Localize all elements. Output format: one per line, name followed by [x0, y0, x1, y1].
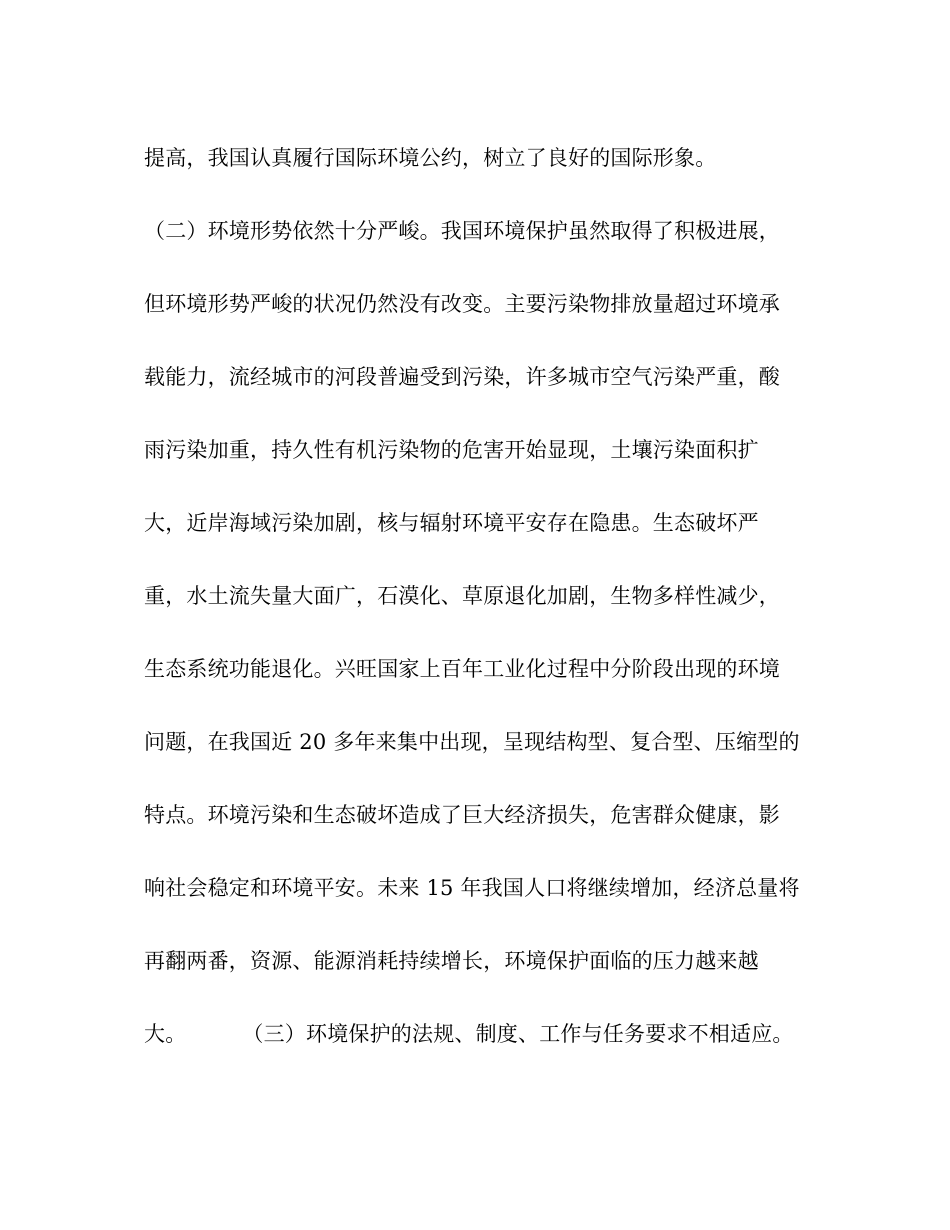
text-line-9: 问题，在我国近 20 多年来集中出现，呈现结构型、复合型、压缩型的: [144, 730, 800, 754]
text-line-12: 再翻两番，资源、能源消耗持续增长，环境保护面临的压力越来越: [144, 949, 759, 973]
text-line-7: 重，水土流失量大面广，石漠化、草原退化加剧，生物多样性减少，: [144, 584, 780, 608]
section-heading-3: （三）环境保护的法规、制度、工作与任务要求不相适应。: [242, 1022, 794, 1046]
text-line-2: （二）环境形势依然十分严峻。我国环境保护虽然取得了积极进展，: [144, 219, 780, 243]
text-line-10: 特点。环境污染和生态破坏造成了巨大经济损失，危害群众健康，影: [144, 803, 780, 827]
paragraph-text: [144, 138, 824, 1087]
text-line-6: 大，近岸海域污染加剧，核与辐射环境平安存在隐患。生态破坏严: [144, 511, 759, 535]
text-line-8: 生态系统功能退化。兴旺国家上百年工业化过程中分阶段出现的环境: [144, 657, 780, 681]
last-line-start: 大。: [144, 1022, 187, 1046]
text-line-5: 雨污染加重，持久性有机污染物的危害开始显现，土壤污染面积扩: [144, 438, 759, 462]
text-line-4: 载能力，流经城市的河段普遍受到污染，许多城市空气污染严重，酸: [144, 365, 780, 389]
text-line-13: [144, 1014, 824, 1087]
text-line-3: 但环境形势严峻的状况仍然没有改变。主要污染物排放量超过环境承: [144, 292, 780, 316]
text-line-11: 响社会稳定和环境平安。未来 15 年我国人口将继续增加，经济总量将: [144, 876, 800, 900]
text-line-1: 提高，我国认真履行国际环境公约，树立了良好的国际形象。: [144, 146, 717, 170]
